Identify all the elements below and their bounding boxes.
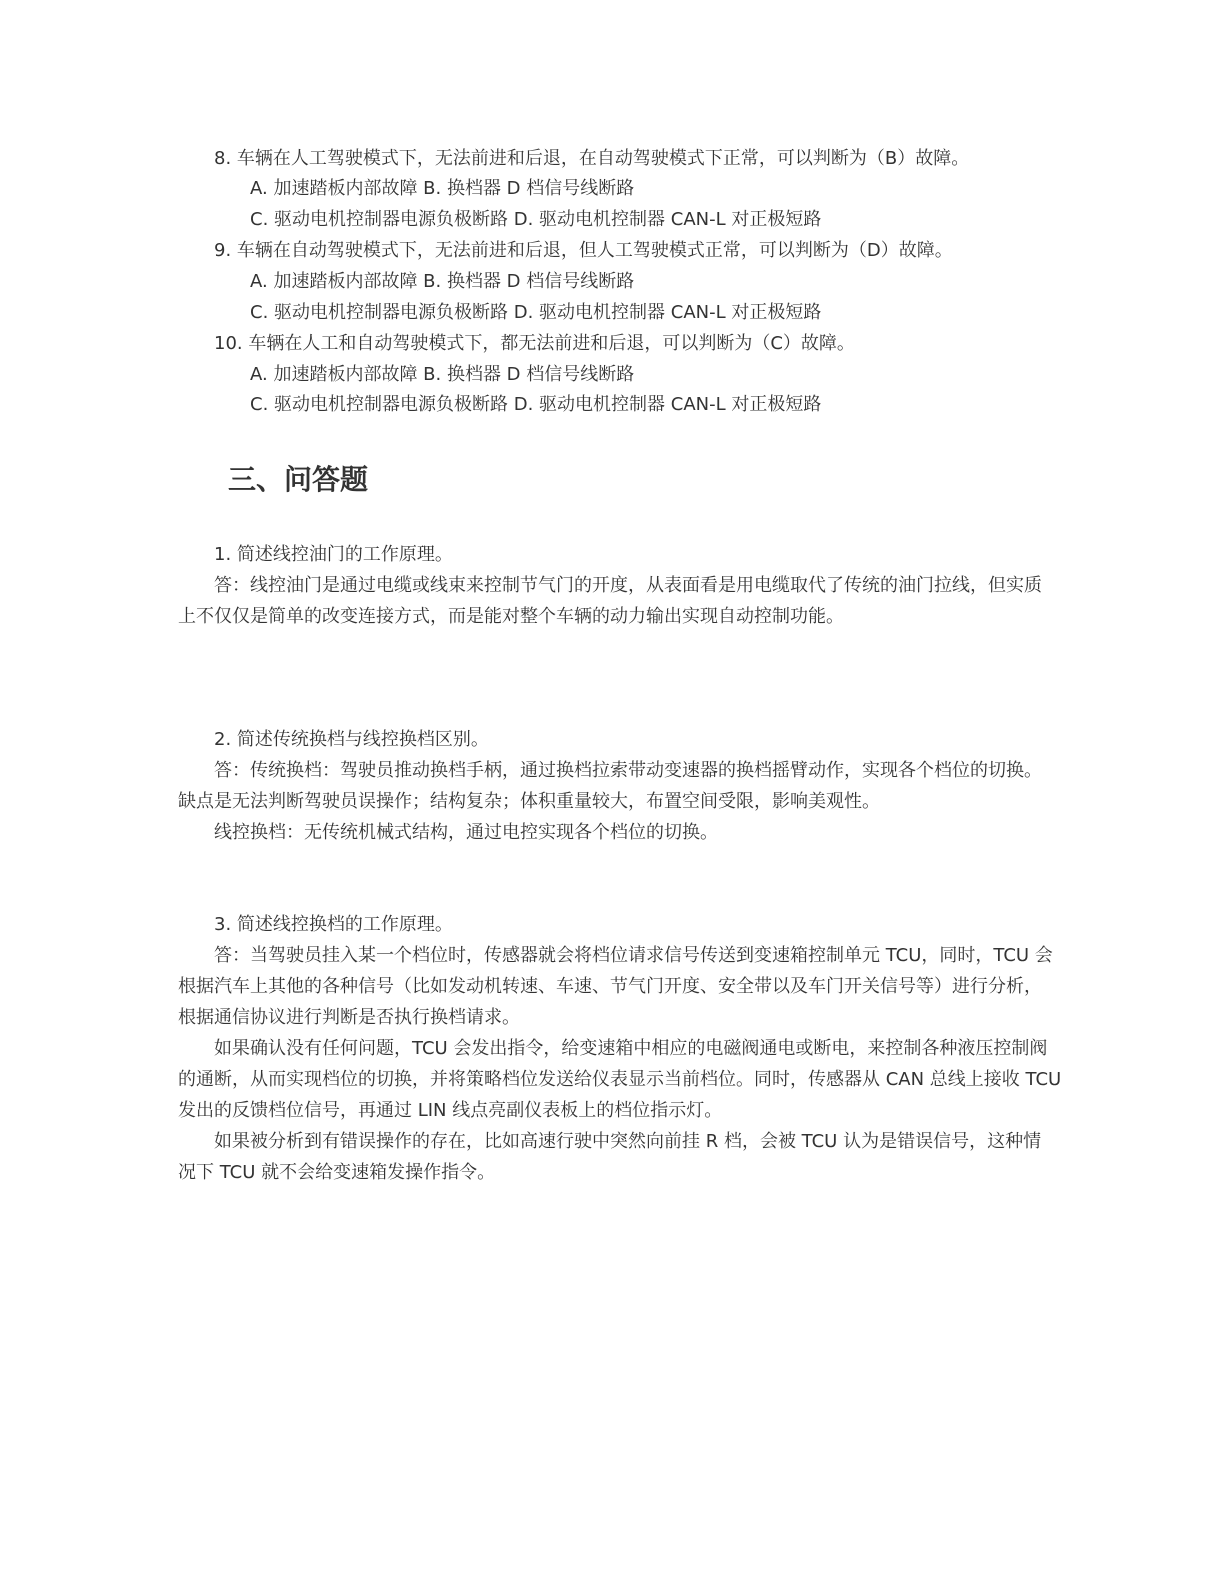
qa-answer-3-line-8: 况下 TCU 就不会给变速箱发操作指令。 bbox=[178, 1162, 496, 1183]
qa-answer-2-line-2: 缺点是无法判断驾驶员误操作；结构复杂；体积重量较大，布置空间受限，影响美观性。 bbox=[178, 791, 880, 812]
mc-question-8: 8. 车辆在人工驾驶模式下，无法前进和后退，在自动驾驶模式下正常，可以判断为（B）故障。 bbox=[214, 148, 970, 169]
qa-answer-3-line-5: 的通断，从而实现档位的切换，并将策略档位发送给仪表显示当前档位。同时，传感器从 CAN 总线上接收 TCU bbox=[178, 1069, 1062, 1090]
mc-question-9-options-ab: A. 加速踏板内部故障 B. 换档器 D 档信号线断路 bbox=[250, 271, 635, 292]
qa-answer-2-line-3: 线控换档：无传统机械式结构，通过电控实现各个档位的切换。 bbox=[214, 822, 718, 843]
section-heading: 三、问答题 bbox=[228, 463, 369, 496]
mc-question-10-options-ab: A. 加速踏板内部故障 B. 换档器 D 档信号线断路 bbox=[250, 364, 635, 385]
qa-answer-1-line-1: 答：线控油门是通过电缆或线束来控制节气门的开度，从表面看是用电缆取代了传统的油门拉线，但实质 bbox=[214, 575, 1042, 596]
mc-question-8-options-cd: C. 驱动电机控制器电源负极断路 D. 驱动电机控制器 CAN-L 对正极短路 bbox=[250, 209, 822, 230]
qa-answer-3-line-3: 根据通信协议进行判断是否执行换档请求。 bbox=[178, 1007, 520, 1028]
qa-answer-3-line-4: 如果确认没有任何问题，TCU 会发出指令，给变速箱中相应的电磁阀通电或断电，来控制各种液压控制阀 bbox=[214, 1038, 1048, 1059]
qa-answer-3-line-6: 发出的反馈档位信号，再通过 LIN 线点亮副仪表板上的档位指示灯。 bbox=[178, 1100, 723, 1121]
qa-answer-3-line-7: 如果被分析到有错误操作的存在，比如高速行驶中突然向前挂 R 档，会被 TCU 认为是错误信号，这种情 bbox=[214, 1131, 1042, 1152]
qa-answer-2-line-1: 答：传统换档：驾驶员推动换档手柄，通过换档拉索带动变速器的换档摇臂动作，实现各个档位的切换。 bbox=[214, 760, 1042, 781]
qa-answer-1-line-2: 上不仅仅是简单的改变连接方式，而是能对整个车辆的动力输出实现自动控制功能。 bbox=[178, 606, 844, 627]
mc-question-8-options-ab: A. 加速踏板内部故障 B. 换档器 D 档信号线断路 bbox=[250, 178, 635, 199]
mc-question-10: 10. 车辆在人工和自动驾驶模式下，都无法前进和后退，可以判断为（C）故障。 bbox=[214, 333, 855, 354]
qa-question-2: 2. 简述传统换档与线控换档区别。 bbox=[214, 729, 489, 750]
mc-question-9: 9. 车辆在自动驾驶模式下，无法前进和后退，但人工驾驶模式正常，可以判断为（D）故障。 bbox=[214, 240, 953, 261]
mc-question-10-options-cd: C. 驱动电机控制器电源负极断路 D. 驱动电机控制器 CAN-L 对正极短路 bbox=[250, 394, 822, 415]
qa-question-1: 1. 简述线控油门的工作原理。 bbox=[214, 544, 453, 565]
qa-answer-3-line-2: 根据汽车上其他的各种信号（比如发动机转速、车速、节气门开度、安全带以及车门开关信号等）进行分析， bbox=[178, 976, 1042, 997]
qa-answer-3-line-1: 答：当驾驶员挂入某一个档位时，传感器就会将档位请求信号传送到变速箱控制单元 TCU，同时，TCU 会 bbox=[214, 945, 1053, 966]
mc-question-9-options-cd: C. 驱动电机控制器电源负极断路 D. 驱动电机控制器 CAN-L 对正极短路 bbox=[250, 302, 822, 323]
qa-question-3: 3. 简述线控换档的工作原理。 bbox=[214, 914, 453, 935]
